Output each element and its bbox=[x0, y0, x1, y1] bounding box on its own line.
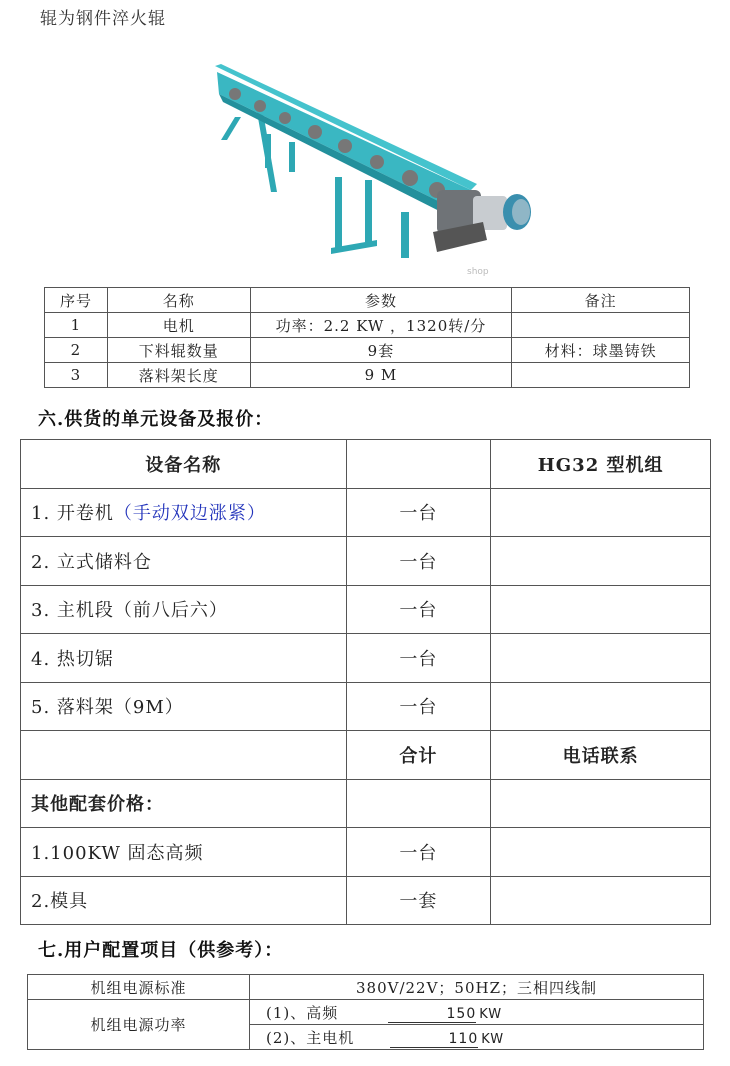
power-standard-value: 380V/22V；50HZ；三相四线制 bbox=[250, 975, 704, 1000]
item-note: （手动双边涨紧） bbox=[113, 503, 266, 525]
table-cell: 2 bbox=[45, 338, 108, 363]
section-6-title: 六.供货的单元设备及报价： bbox=[38, 409, 274, 430]
table-row bbox=[45, 338, 690, 363]
total-row bbox=[21, 731, 711, 780]
item-price bbox=[491, 537, 711, 586]
supply-table bbox=[20, 439, 711, 925]
other-price bbox=[491, 876, 711, 925]
main-motor-power bbox=[250, 1025, 704, 1050]
table-cell: 下料辊数量 bbox=[107, 338, 250, 363]
table-row bbox=[21, 585, 711, 634]
other-price bbox=[491, 828, 711, 877]
other-qty: 一套 bbox=[346, 876, 491, 925]
table-row bbox=[45, 363, 690, 388]
table-row bbox=[28, 1000, 704, 1025]
table-row bbox=[28, 975, 704, 1000]
empty-cell bbox=[346, 779, 491, 828]
item-name: 5. 落料架（9M） bbox=[21, 682, 347, 731]
header-cell: 参数 bbox=[250, 288, 512, 313]
table-cell: 3 bbox=[45, 363, 108, 388]
table-row bbox=[21, 828, 711, 877]
sub-value: 110 bbox=[390, 1031, 478, 1048]
item-name bbox=[21, 488, 347, 537]
high-frequency-power bbox=[250, 1000, 704, 1025]
item-price bbox=[491, 682, 711, 731]
item-qty: 一台 bbox=[346, 537, 491, 586]
spec-table bbox=[44, 287, 690, 388]
header-cell: 备注 bbox=[512, 288, 690, 313]
empty-cell bbox=[491, 779, 711, 828]
table-row bbox=[21, 488, 711, 537]
table-header-row bbox=[21, 440, 711, 489]
table-row bbox=[21, 537, 711, 586]
config-table bbox=[27, 974, 704, 1050]
table-cell: 功率：2.2 KW ，1320转/分 bbox=[250, 313, 512, 338]
table-row bbox=[21, 876, 711, 925]
conveyor-drawing bbox=[205, 62, 545, 280]
other-name: 2.模具 bbox=[21, 876, 347, 925]
item-price bbox=[491, 634, 711, 683]
table-row bbox=[21, 682, 711, 731]
item-name: 2. 立式储料仓 bbox=[21, 537, 347, 586]
item-qty: 一台 bbox=[346, 488, 491, 537]
sub-label: (1)、高频 bbox=[266, 1003, 339, 1022]
item-label: 1. 开卷机 bbox=[31, 503, 114, 525]
item-qty: 一台 bbox=[346, 682, 491, 731]
other-name: 1.100KW 固态高频 bbox=[21, 828, 347, 877]
other-title-row bbox=[21, 779, 711, 828]
other-title: 其他配套价格： bbox=[21, 779, 347, 828]
conveyor-illustration bbox=[205, 62, 545, 280]
item-name: 4. 热切锯 bbox=[21, 634, 347, 683]
table-cell: 9 M bbox=[250, 363, 512, 388]
header-empty bbox=[346, 440, 491, 489]
header-cell: 序号 bbox=[45, 288, 108, 313]
item-qty: 一台 bbox=[346, 585, 491, 634]
table-cell: 材料：球墨铸铁 bbox=[512, 338, 690, 363]
table-cell: 9套 bbox=[250, 338, 512, 363]
sub-value: 150 bbox=[388, 1006, 476, 1023]
total-label: 合计 bbox=[346, 731, 491, 780]
table-cell: 电机 bbox=[107, 313, 250, 338]
power-standard-label: 机组电源标准 bbox=[28, 975, 250, 1000]
item-qty: 一台 bbox=[346, 634, 491, 683]
header-cell: 名称 bbox=[107, 288, 250, 313]
table-cell bbox=[512, 363, 690, 388]
section-7-title: 七.用户配置项目（供参考）： bbox=[38, 940, 284, 961]
other-qty: 一台 bbox=[346, 828, 491, 877]
power-rating-label: 机组电源功率 bbox=[28, 1000, 250, 1050]
unit: KW bbox=[479, 1006, 503, 1022]
phone-contact: 电话联系 bbox=[491, 731, 711, 780]
table-cell bbox=[512, 313, 690, 338]
header-model: HG32 型机组 bbox=[491, 440, 711, 489]
table-cell: 1 bbox=[45, 313, 108, 338]
item-price bbox=[491, 585, 711, 634]
item-name: 3. 主机段（前八后六） bbox=[21, 585, 347, 634]
total-empty bbox=[21, 731, 347, 780]
unit: KW bbox=[481, 1031, 505, 1047]
item-price bbox=[491, 488, 711, 537]
table-header-row bbox=[45, 288, 690, 313]
svg-text:shop: shop bbox=[467, 267, 489, 277]
table-row bbox=[45, 313, 690, 338]
sub-label: (2)、主电机 bbox=[266, 1028, 355, 1047]
image-caption: 辊为钢件淬火辊 bbox=[40, 9, 166, 29]
header-equipment-name: 设备名称 bbox=[21, 440, 347, 489]
table-cell: 落料架长度 bbox=[107, 363, 250, 388]
table-row bbox=[21, 634, 711, 683]
